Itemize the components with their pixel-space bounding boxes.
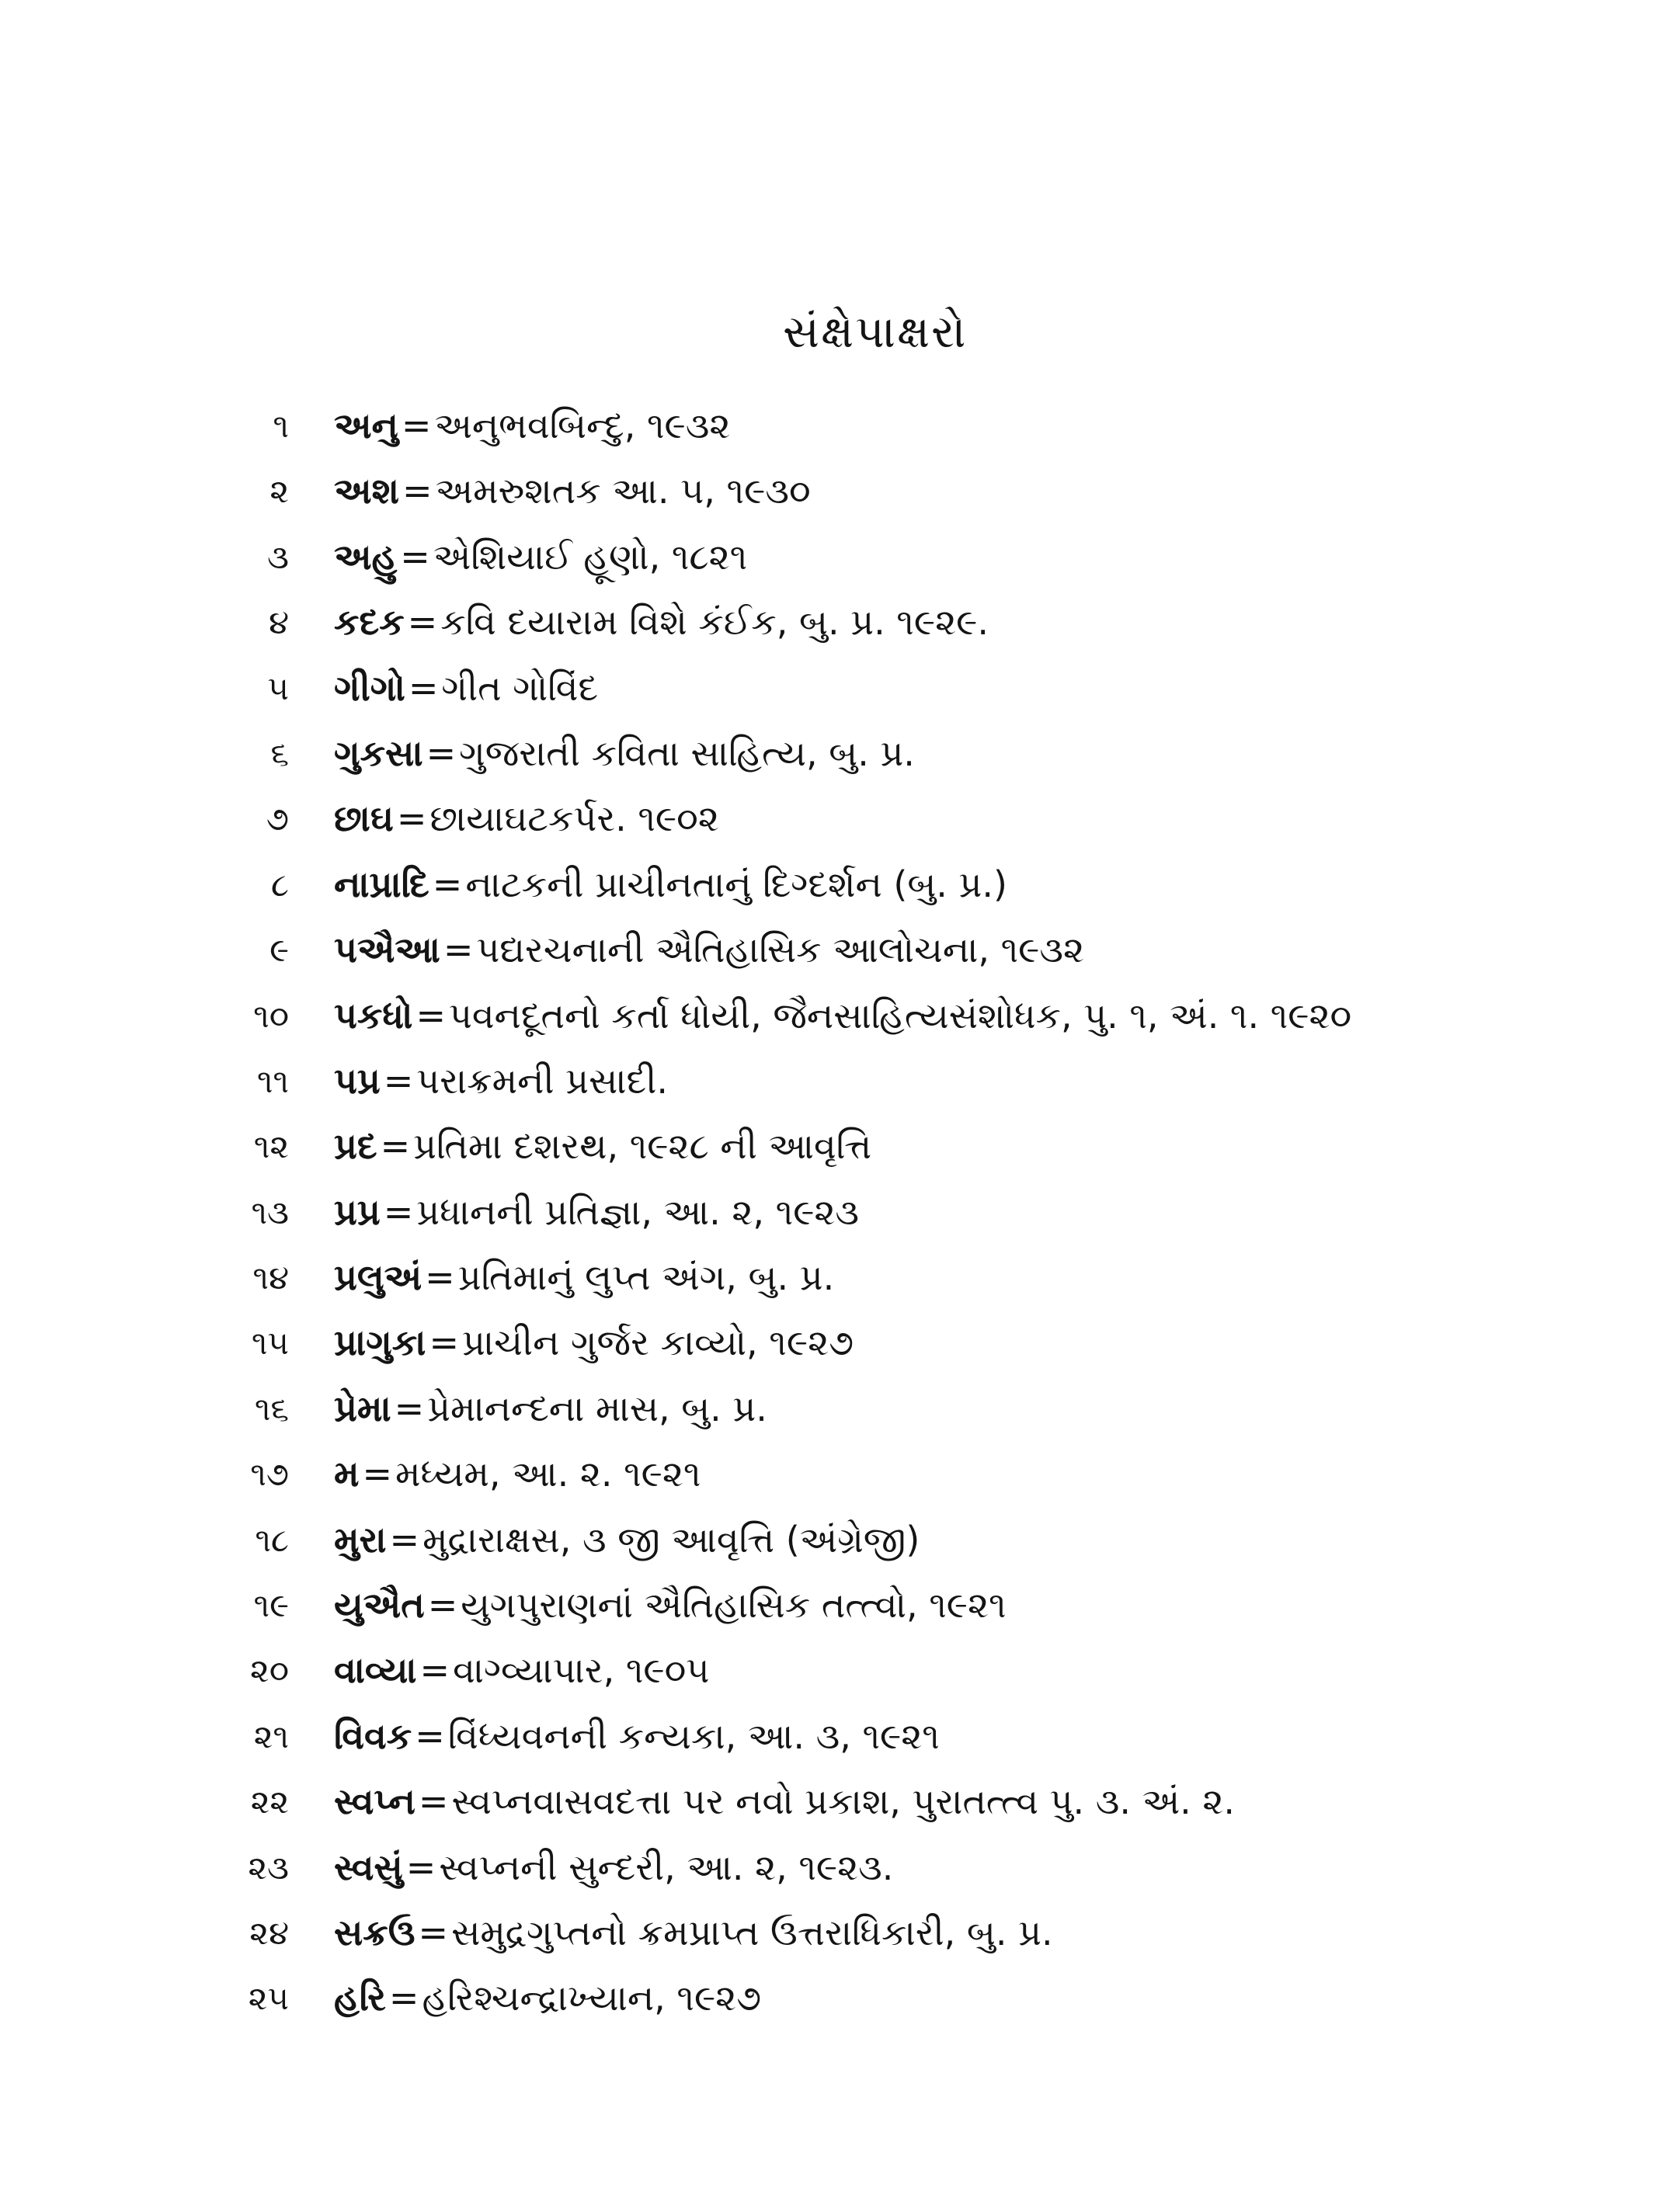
equals-sign: = [389, 1518, 420, 1561]
entry-body [334, 1126, 871, 1167]
list-item [0, 994, 1669, 1059]
list-item [0, 404, 1669, 469]
entry-abbreviation: છાઘ [334, 797, 394, 840]
entry-expansion: પવનદૂતનો કર્તા ધોયી, જૈનસાહિત્યસંશોધક, પુ. ૧, અં. ૧. ૧૯૨૦ [448, 994, 1352, 1037]
equals-sign: = [415, 1714, 445, 1757]
entry-expansion: છાયાઘટકર્પર. ૧૯૦૨ [429, 797, 719, 840]
entry-abbreviation: અનુ [334, 405, 398, 446]
entry-expansion: વાગ્વ્યાપાર, ૧૯૦૫ [453, 1649, 710, 1692]
entry-abbreviation: પપ્ર [334, 1059, 381, 1102]
entry-body [334, 405, 730, 446]
list-item [0, 1583, 1669, 1648]
equals-sign: = [416, 994, 446, 1037]
entry-abbreviation: હરિ [334, 1977, 386, 2019]
entry-abbreviation: પ્રપ્ર [334, 1190, 381, 1233]
entry-body [334, 995, 1351, 1037]
entry-expansion: પ્રધાનની પ્રતિજ્ઞા, આ. ૨, ૧૯૨૩ [416, 1190, 860, 1233]
entry-expansion: પરાક્રમની પ્રસાદી. [416, 1059, 669, 1102]
entry-expansion: સ્વપ્નની સુન્દરી, આ. ૨, ૧૯૨૩. [439, 1846, 894, 1888]
entry-abbreviation: પઐઆ [334, 929, 440, 971]
entry-body [334, 1388, 767, 1429]
entry-number: ૧૨ [253, 1127, 289, 1166]
entry-number: ૨૧ [253, 1717, 289, 1755]
entry-abbreviation: યુઐત [334, 1584, 425, 1627]
equals-sign: = [405, 1846, 436, 1888]
entry-abbreviation: વાવ્યા [334, 1649, 417, 1692]
page-title: સંક્ષેપાક્ષરો [783, 305, 968, 358]
entry-expansion: એશિયાઈ હૂણો, ૧૮૨૧ [433, 535, 748, 578]
list-item [0, 1387, 1669, 1452]
equals-sign: = [400, 535, 430, 578]
entry-number: ૨૩ [248, 1848, 289, 1887]
entry-number: ૨ [269, 472, 289, 511]
list-item [0, 1255, 1669, 1321]
entry-expansion: મધ્યમ, આ. ૨. ૧૯૨૧ [395, 1453, 701, 1495]
entry-body [334, 1912, 1053, 1953]
entry-body [334, 733, 915, 774]
equals-sign: = [402, 470, 433, 512]
equals-sign: = [394, 1387, 425, 1429]
entry-body [334, 1519, 920, 1561]
equals-sign: = [426, 731, 457, 774]
equals-sign: = [418, 1780, 449, 1823]
equals-sign: = [407, 601, 438, 644]
entry-expansion: કવિ દયારામ વિશે કંઈક, બુ. પ્ર. ૧૯૨૯. [440, 601, 989, 644]
entry-abbreviation: પ્રદ [334, 1125, 377, 1168]
list-item [0, 1648, 1669, 1714]
entry-body [334, 1650, 710, 1691]
entry-abbreviation: સ્વસું [334, 1846, 403, 1888]
entry-abbreviation: અશ [334, 470, 399, 512]
entry-number: ૯ [269, 931, 289, 970]
entry-body [334, 471, 811, 512]
entry-expansion: અનુભવબિન્દુ, ૧૯૩૨ [434, 405, 731, 446]
list-item [0, 600, 1669, 665]
entry-number: ૪ [268, 603, 289, 642]
entry-body [334, 668, 598, 709]
entry-number: ૫ [267, 668, 289, 707]
entry-expansion: ગુજરાતી કવિતા સાહિત્ય, બુ. પ્ર. [459, 731, 915, 774]
equals-sign: = [380, 1125, 411, 1168]
entry-body [334, 1781, 1235, 1822]
list-item [0, 666, 1669, 731]
list-item [0, 1452, 1669, 1517]
entry-expansion: ગીત ગોવિંદ [441, 666, 599, 709]
list-item [0, 797, 1669, 862]
list-item [0, 469, 1669, 534]
list-item [0, 1780, 1669, 1845]
list-item [0, 1911, 1669, 1976]
entry-number: ૧૮ [255, 1520, 289, 1559]
entry-expansion: અમરુશતક આ. ૫, ૧૯૩૦ [435, 470, 811, 512]
entry-number: ૮ [270, 865, 289, 904]
entry-number: ૨૨ [250, 1783, 289, 1821]
equals-sign: = [362, 1453, 393, 1495]
entry-body [334, 1192, 859, 1233]
entry-abbreviation: પ્રેમા [334, 1387, 391, 1429]
entry-abbreviation: ગીગો [334, 666, 405, 709]
entry-number: ૭ [266, 800, 289, 839]
list-item [0, 1321, 1669, 1386]
entry-number: ૧૯ [253, 1586, 289, 1625]
equals-sign: = [383, 1059, 414, 1102]
entry-number: ૧૩ [251, 1193, 289, 1231]
entry-body [334, 1978, 761, 2019]
entry-body [334, 1716, 940, 1757]
list-item [0, 731, 1669, 797]
entry-expansion: પ્રતિમાનું લુપ્ત અંગ, બુ. પ્ર. [457, 1256, 835, 1299]
entry-expansion: પ્રેમાનન્દના માસ, બુ. પ્ર. [427, 1387, 767, 1429]
entry-body [334, 1585, 1007, 1626]
list-item [0, 928, 1669, 993]
list-item [0, 1846, 1669, 1911]
entry-body [334, 1257, 834, 1298]
equals-sign: = [408, 666, 439, 709]
entry-number: ૬ [270, 734, 289, 773]
list-item [0, 1714, 1669, 1780]
entry-expansion: નાટકની પ્રાચીનતાનું દિગ્દર્શન (બુ. પ્ર.) [465, 863, 1007, 905]
entry-abbreviation: મ [334, 1453, 360, 1495]
entry-number: ૧૦ [253, 996, 289, 1035]
entry-expansion: સમુદ્રગુપ્તનો ક્રમપ્રાપ્ત ઉત્તરાધિકારી, બુ. પ્ર. [451, 1911, 1053, 1953]
equals-sign: = [401, 405, 432, 446]
list-item [0, 1976, 1669, 2041]
entry-number: ૧૭ [250, 1455, 289, 1494]
entry-abbreviation: સક્રઉ [334, 1911, 416, 1953]
list-item [0, 863, 1669, 928]
list-item [0, 1059, 1669, 1124]
entry-expansion: યુગપુરાણનાં ઐતિહાસિક તત્ત્વો, ૧૯૨૧ [461, 1584, 1007, 1627]
entry-body [334, 864, 1007, 905]
entry-number: ૨૦ [250, 1651, 289, 1690]
equals-sign: = [388, 1977, 419, 2019]
entry-number: ૨૪ [249, 1913, 289, 1952]
list-item [0, 535, 1669, 600]
entry-abbreviation: મુરા [334, 1518, 387, 1561]
entry-expansion: હરિશ્ચન્દ્રાખ્યાન, ૧૯૨૭ [422, 1977, 762, 2019]
entry-body [334, 602, 989, 643]
entry-number: ૩ [267, 537, 289, 576]
list-item [0, 1124, 1669, 1189]
equals-sign: = [425, 1256, 455, 1299]
entry-number: ૨૫ [248, 1979, 289, 2018]
abbreviation-list [0, 404, 1669, 2042]
entry-abbreviation: સ્વપ્ન [334, 1780, 416, 1823]
entry-abbreviation: પ્રાગુકા [334, 1321, 426, 1364]
entry-body [334, 537, 747, 578]
entry-abbreviation: ગુકસા [334, 731, 423, 774]
entry-number: ૧૬ [254, 1389, 289, 1428]
entry-abbreviation: અહુ [334, 535, 398, 578]
entry-number: ૧ [273, 407, 289, 445]
entry-body [334, 798, 719, 839]
list-item [0, 1190, 1669, 1255]
entry-expansion: પ્રતિમા દશરથ, ૧૯૨૮ ની આવૃત્તિ [413, 1125, 872, 1168]
entry-expansion: સ્વપ્નવાસવદત્તા પર નવો પ્રકાશ, પુરાતત્ત્વ પુ. ૩. અં. ૨. [451, 1780, 1236, 1823]
entry-expansion: પદ્યરચનાની ઐતિહાસિક આલોચના, ૧૯૩૨ [476, 929, 1085, 971]
equals-sign: = [443, 929, 474, 971]
entry-abbreviation: વિવક [334, 1714, 412, 1757]
entry-expansion: વિંધ્યવનની કન્યકા, આ. ૩, ૧૯૨૧ [447, 1714, 940, 1757]
entry-abbreviation: નાપ્રાદિ [334, 863, 429, 905]
entry-body [334, 1453, 701, 1495]
entry-number: ૧૫ [251, 1324, 289, 1363]
entry-body [334, 1322, 854, 1363]
entry-abbreviation: પકધો [334, 994, 413, 1037]
entry-abbreviation: કદક [334, 601, 405, 644]
entry-body [334, 1061, 668, 1102]
entry-number: ૧૪ [252, 1259, 289, 1297]
equals-sign: = [419, 1649, 450, 1692]
entry-expansion: મુદ્રારાક્ષસ, ૩ જી આવૃત્તિ (અંગ્રેજી) [422, 1518, 920, 1561]
list-item [0, 1518, 1669, 1583]
equals-sign: = [429, 1321, 459, 1364]
entry-number: ૧૧ [256, 1061, 289, 1100]
equals-sign: = [418, 1911, 449, 1953]
entry-body [334, 1847, 893, 1888]
equals-sign: = [432, 863, 463, 905]
equals-sign: = [396, 797, 427, 840]
entry-expansion: પ્રાચીન ગુર્જર કાવ્યો, ૧૯૨૭ [462, 1321, 854, 1364]
entry-body [334, 929, 1084, 971]
equals-sign: = [427, 1584, 458, 1627]
entry-abbreviation: પ્રલુઅં [334, 1256, 422, 1299]
equals-sign: = [383, 1190, 414, 1233]
